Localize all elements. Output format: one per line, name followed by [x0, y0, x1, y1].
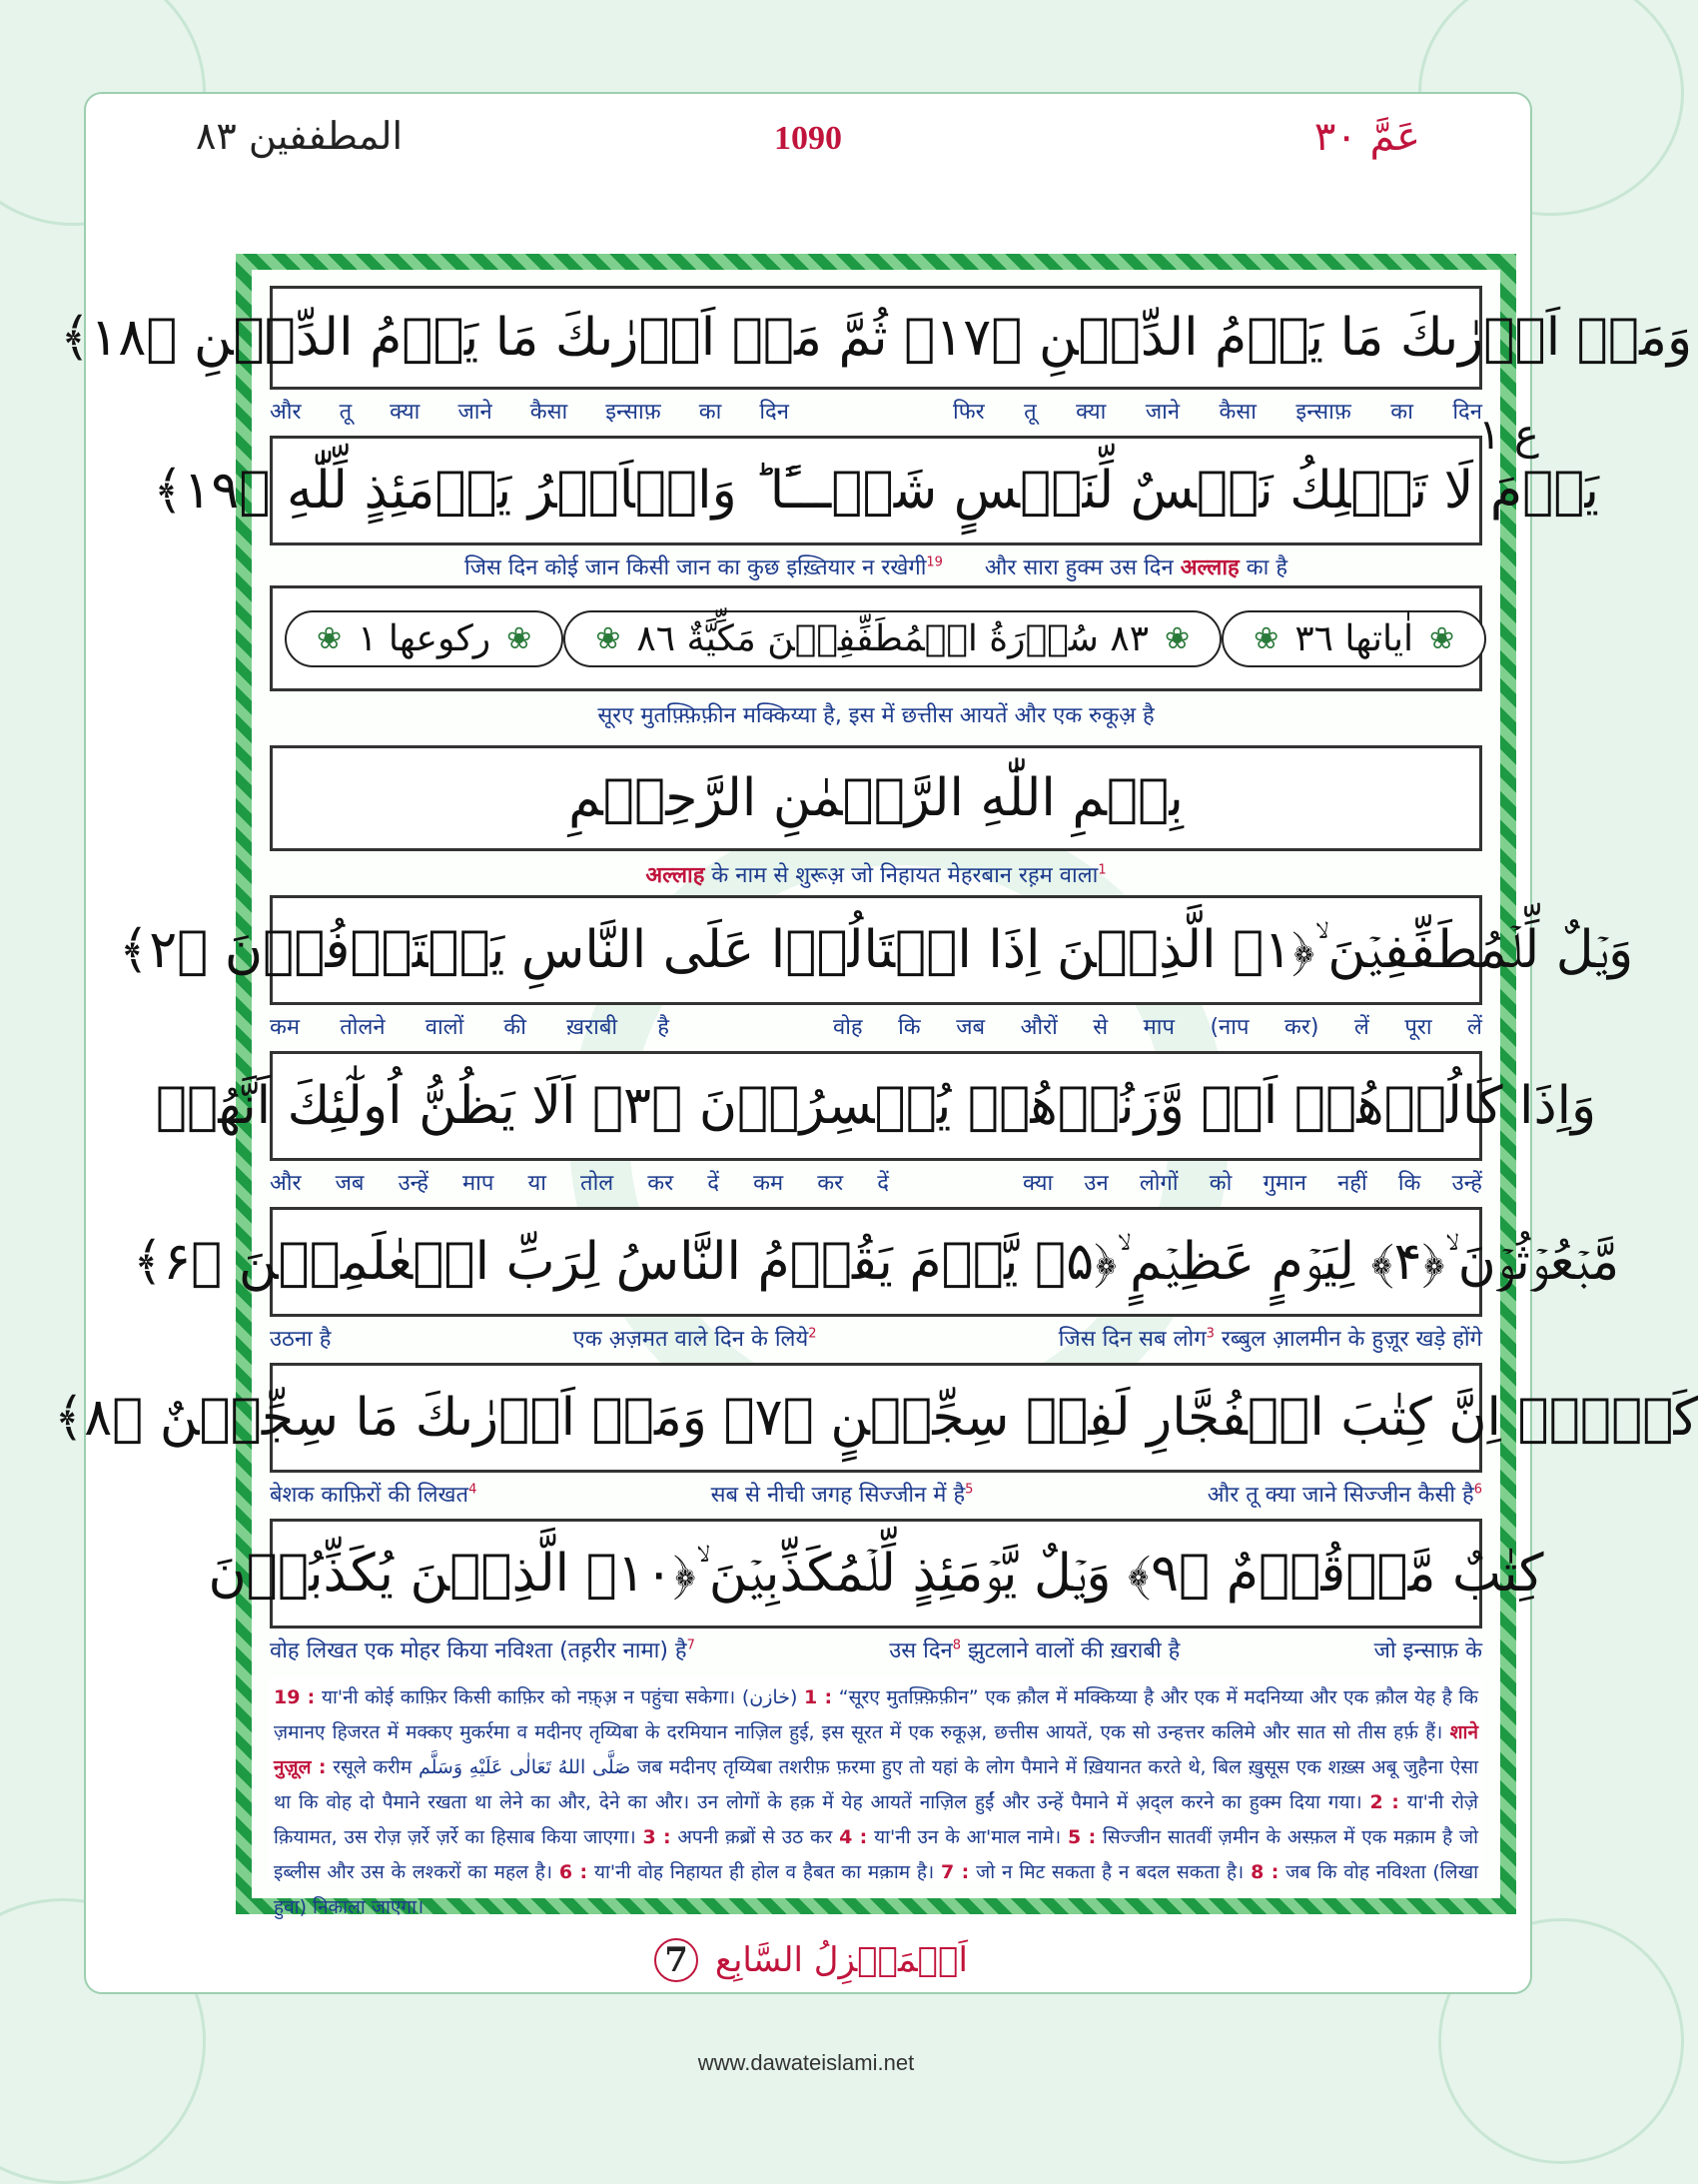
footnote-text: या'नी वोह निहायत ही होल व हैबत का मक़ाम है।	[587, 1861, 942, 1883]
translation-part: बेशक काफ़िरों की लिखत$^4$	[270, 1482, 477, 1508]
word: क्या	[1023, 1171, 1054, 1196]
footnote-text: या'नी कोई काफ़िर किसी काफ़िर को नफ़्अ़ न पहुंचा सकेगा। (خازن)	[315, 1686, 805, 1708]
bismillah-translation	[270, 859, 1482, 889]
footnote-number: 19 :	[274, 1686, 316, 1708]
word: कर	[817, 1171, 844, 1196]
verse-line: وَاِذَا كَالُوۡهُمۡ اَوۡ وَّزَنُوۡهُمۡ يُخۡسِرُوۡنَ ﴿۳﴾ اَلَا يَظُنُّ اُولٰٓئِكَ اَنَّهُمۡ	[270, 1051, 1482, 1161]
ornament-icon: ❀	[317, 620, 343, 656]
word: दें	[877, 1171, 889, 1196]
footnotes	[270, 1676, 1482, 1918]
footnote-number: 4 :	[839, 1826, 868, 1848]
word: उन्हें	[398, 1171, 428, 1196]
verse-line: مَّبۡعُوۡثُوۡنَ ۙ﴿۴﴾ لِيَوۡمٍ عَظِيۡمٍ ۙ﴿۵﴾ يَّوۡمَ يَقُوۡمُ النَّاسُ لِرَبِّ الۡعٰلَمِيۡنَ ﴿۶﴾	[270, 1207, 1482, 1317]
translation-line	[270, 551, 1482, 581]
manzil-number: 7	[654, 1938, 698, 1982]
verse-line: يَوۡمَ لَا تَمۡلِكُ نَفۡسٌ لِّنَفۡسٍ شَيۡـــًٔا ؕ وَالۡاَمۡرُ يَوۡمَئِذٍ لِّلّٰهِ ﴿۱۹﴾	[270, 436, 1482, 546]
word: वालों	[424, 1015, 464, 1040]
word: है	[657, 1015, 669, 1040]
word: कम	[270, 1015, 301, 1040]
ruku-marker: ع ١	[1478, 410, 1539, 459]
footnote-number: 8 :	[1251, 1861, 1279, 1883]
translation-left	[953, 396, 1482, 432]
footnote-text: सिज्जीन सातवीं ज़मीन के अस्फ़ल में एक मक़ाम है जो इब्लीस और उस के लश्करों का महल है।	[274, 1826, 1479, 1883]
word: दिन	[759, 400, 789, 425]
surah-header-box	[270, 585, 1482, 691]
word: गुमान	[1263, 1171, 1306, 1196]
word: कर)	[1283, 1015, 1319, 1040]
ayat-count: اٰیاتها ٣٦	[1294, 617, 1413, 659]
word: या	[527, 1171, 546, 1196]
word: कर	[647, 1171, 674, 1196]
word: माप	[1143, 1015, 1175, 1040]
ornament-icon: ❀	[1254, 620, 1279, 656]
quran-page	[53, 92, 1698, 1994]
word: कि	[1397, 1171, 1421, 1196]
word: को	[1209, 1171, 1233, 1196]
word: जाने	[1145, 400, 1181, 425]
translation-part: जो इन्साफ़ के	[1373, 1638, 1482, 1663]
translation-part: और तू क्या जाने सिज्जीन कैसी है$^6$	[1207, 1482, 1482, 1508]
word: औरों	[1020, 1015, 1058, 1040]
word: जब	[956, 1015, 986, 1040]
surah-title-cartouche	[563, 610, 1222, 667]
footnote-ref: 19	[926, 554, 943, 570]
word: की	[503, 1015, 527, 1040]
ruku-count-cartouche	[285, 610, 563, 667]
translation-part: जिस दिन कोई जान किसी जान का कुछ इख़्तियार न रखेगी	[463, 555, 927, 580]
translation-part: एक अ़ज़मत वाले दिन के लिये$^2$	[572, 1326, 817, 1352]
ayat-count-cartouche	[1222, 610, 1486, 667]
translation-left	[833, 1011, 1482, 1047]
word: तोलने	[340, 1015, 386, 1040]
bismillah-box: بِسۡمِ اللّٰهِ الرَّحۡمٰنِ الرَّحِيۡمِ	[270, 745, 1482, 851]
verse-line: وَمَاۤ اَدۡرٰىكَ مَا يَوۡمُ الدِّيۡنِ ﴿۱۷﴾ ثُمَّ مَاۤ اَدۡرٰىكَ مَا يَوۡمُ الدِّيۡنِ ﴿۱۸﴾	[270, 286, 1482, 390]
footnote-number: 2 :	[1369, 1791, 1399, 1813]
manzil-label: اَلۡمَنۡزِلُ السَّابِع	[714, 1940, 968, 1980]
translation-line	[270, 1323, 1482, 1359]
footnote-number: शाने नुज़ूल :	[274, 1721, 1478, 1778]
translation-part: उस दिन$^8$ झुटलाने वालों की ख़राबी है	[889, 1638, 1181, 1663]
word: दिन	[1452, 400, 1482, 425]
surah-intro-line: सूरए मुतफ़्फ़िफ़ीन मक्किय्या है, इस में छत्तीस आयतें और एक रुकूअ़ है	[597, 703, 1155, 728]
manzil-marker	[86, 1938, 1530, 1982]
word: तू	[339, 400, 353, 425]
translation-right	[270, 1167, 889, 1203]
word: इन्साफ़	[1295, 400, 1351, 425]
translation-part: उठना है	[270, 1327, 332, 1352]
surah-name-header: المطففين ٨٣	[196, 114, 404, 158]
word: कम	[753, 1171, 784, 1196]
word: तू	[1024, 400, 1037, 425]
word: से	[1093, 1015, 1109, 1040]
footnote-text: या'नी उन के आ'माल नामे।	[867, 1826, 1068, 1848]
footnote-text: अपनी क़ब्रों से उठ कर	[670, 1826, 840, 1848]
translation-part: जिस दिन सब लोग$^3$ रब्बुल आ़लमीन के हुज़ूर खड़े होंगे	[1058, 1326, 1482, 1352]
website-url[interactable]: www.dawateislami.net	[697, 2050, 915, 2075]
translation-line	[270, 396, 1482, 432]
word: वोह	[833, 1015, 863, 1040]
word: जब	[335, 1171, 365, 1196]
word: (नाप	[1210, 1015, 1250, 1040]
word: का	[1390, 400, 1413, 425]
word: उन्हें	[1451, 1171, 1482, 1196]
translation-part: का है	[1246, 555, 1288, 580]
word: क्या	[390, 400, 421, 425]
decorative-frame	[53, 254, 1698, 1918]
translation-left	[1023, 1167, 1482, 1203]
word: पूरा	[1404, 1015, 1432, 1040]
translation-line	[270, 1635, 1482, 1670]
word: ख़राबी	[566, 1015, 618, 1040]
word: का	[698, 400, 722, 425]
footnote-text: या'नी रोज़े क़ियामत, उस रोज़ ज़र्रे ज़र्रे का हिसाब किया जाएगा।	[274, 1791, 1478, 1848]
verse-line: كِتٰبٌ مَّرۡقُوۡمٌ ﴿۹﴾ وَيۡلٌ يَّوۡمَئِذٍ لِّلۡمُكَذِّبِيۡنَ ۙ﴿۱۰﴾ الَّذِيۡنَ يُكَذِّبُوۡنَ	[270, 1519, 1482, 1629]
translation-line	[270, 1167, 1482, 1203]
footnote-number: 3 :	[642, 1826, 671, 1848]
allah-name: अल्लाह	[1180, 555, 1240, 580]
footnote-number: 5 :	[1068, 1826, 1097, 1848]
translation-right	[270, 1011, 669, 1047]
verse-line: وَيۡلٌ لِّلۡمُطَفِّفِيۡنَ ۙ﴿۱﴾ الَّذِيۡنَ اِذَا اكۡتَالُوۡا عَلَى النَّاسِ يَسۡتَوۡفُوۡنَ ﴿۲﴾	[270, 895, 1482, 1005]
word: तोल	[580, 1171, 614, 1196]
word: क्या	[1076, 400, 1107, 425]
word: इन्साफ़	[605, 400, 661, 425]
page-number: 1090	[774, 120, 842, 157]
word: लें	[1353, 1015, 1369, 1040]
ornament-icon: ❀	[595, 620, 621, 656]
word: कैसा	[529, 400, 568, 425]
word: और	[270, 1171, 302, 1196]
translation-line	[270, 1011, 1482, 1047]
footnote-number: 6 :	[558, 1861, 588, 1883]
word: फिर	[953, 400, 985, 425]
translation-part: और सारा हुक्म उस दिन	[984, 555, 1174, 580]
word: जाने	[457, 400, 492, 425]
ruku-count: رکوعها ١	[358, 617, 491, 659]
footnote-text: “सूरए मुतफ़्फ़िफ़ीन” एक क़ौल में मक्किय्या है और एक में मदनिय्या और एक क़ौल येह है कि ज़मानए हिजरत में मक्कए मुकर्रमा व मदीनए तृय्यिबा के दरमियान नाज़िल हुई, इस सूरत में एक रुकूअ़, छत्तीस आयतें, एक सो उन्हत्तर कलिमे और सात सो तीस हर्फ़ हैं।	[274, 1686, 1479, 1743]
translation-part: सब से नीची जगह सिज्जीन में है$^5$	[710, 1482, 974, 1508]
ornament-icon: ❀	[506, 620, 532, 656]
word: लें	[1467, 1015, 1482, 1040]
allah-name: अल्लाह	[645, 863, 705, 888]
ornament-icon: ❀	[1429, 620, 1455, 656]
footnote-number: 7 :	[941, 1861, 970, 1883]
translation-part: वोह लिखत एक मोहर किया नविश्ता (तह़रीर नामा) है$^7$	[270, 1638, 695, 1663]
translation-right	[270, 396, 789, 432]
footnote-text: जो न मिट सकता है न बदल सकता है।	[969, 1861, 1252, 1883]
word: दें	[707, 1171, 719, 1196]
word: उन	[1084, 1171, 1109, 1196]
word: नहीं	[1337, 1171, 1367, 1196]
word: माप	[462, 1171, 494, 1196]
translation-part: के नाम से शुरूअ़ जो निहायत मेहरबान रह़म वाला	[711, 863, 1099, 888]
footnote-text: रसूले करीम صَلَّى اللهُ تَعَالٰى عَلَيْهِ وَسَلَّم जब मदीनए तृय्यिबा तशरीफ़ फ़रमा हुए तो यहां के लोग पैमाने में ख़ियानत करते थे, बिल ख़ुसूस एक शख़्स अबू जुहैना ऐसा था कि वोह दो पैमाने रखता था लेने का और, देने का और। उन लोगों के हक़ में येह आयतें नाज़िल हुईं और उन्हें पैमाने में अ़द्ल करने का हुक्म दिया गया।	[274, 1756, 1478, 1813]
translation-line	[270, 1479, 1482, 1515]
footnote-ref: 1	[1098, 862, 1107, 878]
verse-line: كَلَّاۤ اِنَّ كِتٰبَ الۡفُجَّارِ لَفِىۡ سِجِّيۡنٍ ﴿۷﴾ وَمَاۤ اَدۡرٰىكَ مَا سِجِّيۡنٌ ﴿۸﴾	[270, 1363, 1482, 1473]
ornament-icon: ❀	[1165, 620, 1191, 656]
word: और	[270, 400, 302, 425]
para-name-header: عَمَّ ٣٠	[1313, 114, 1420, 160]
word: कैसा	[1219, 400, 1257, 425]
word: लोगों	[1139, 1171, 1179, 1196]
word: कि	[898, 1015, 921, 1040]
footnote-number: 1 :	[804, 1686, 833, 1708]
footnote-text: जब कि वोह नविश्ता (लिखा हुवा) निकाला जाएगा।	[274, 1861, 1479, 1918]
surah-title: ٨٣ سُوۡرَةُ الۡمُطَفِّفِيۡنَ مَكِّيَّةٌ ٨٦	[636, 617, 1150, 659]
